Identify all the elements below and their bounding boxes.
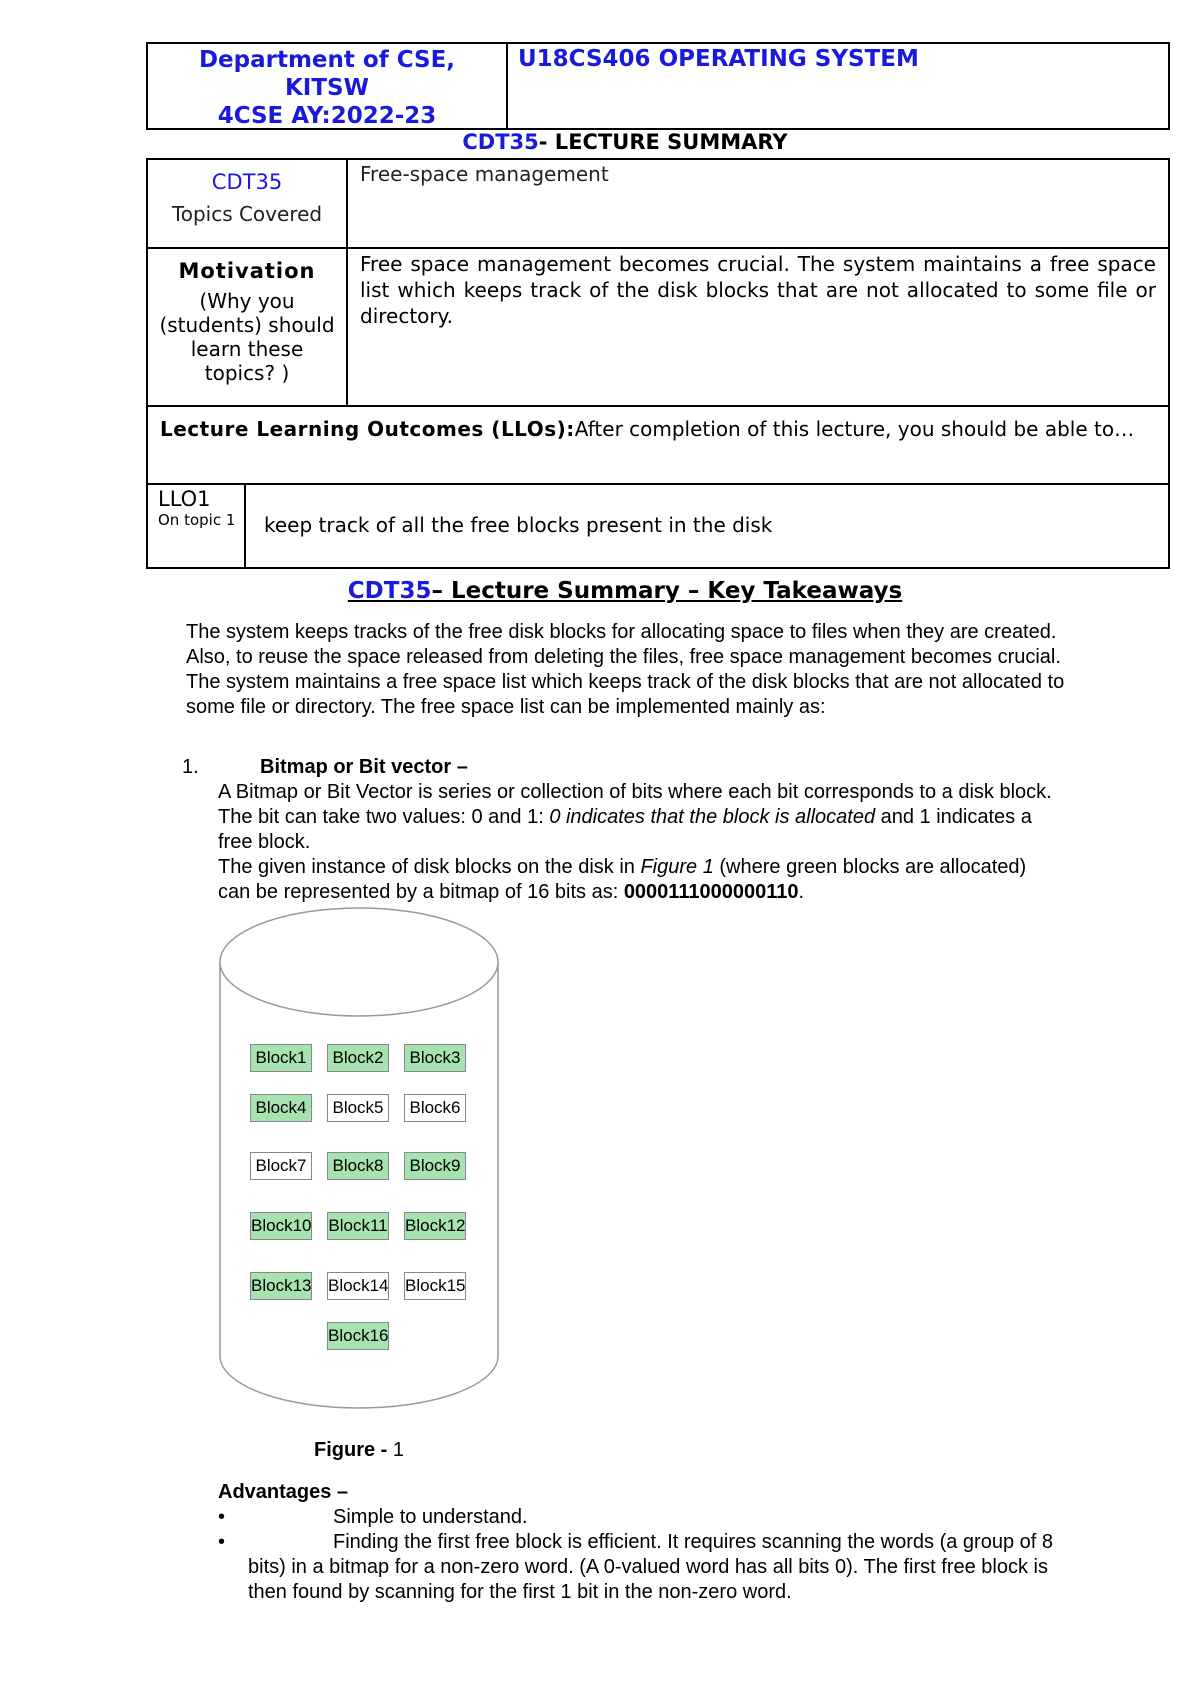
summary-text: - LECTURE SUMMARY xyxy=(538,130,788,154)
topics-label-cell xyxy=(148,160,348,247)
llo1-sub: On topic 1 xyxy=(158,511,236,529)
disk-block-1: Block1 xyxy=(250,1044,312,1072)
figure-reference: Figure 1 xyxy=(640,856,714,878)
motivation-sub: (Why you (students) should learn these topics? ) xyxy=(159,289,335,385)
disk-block-7: Block7 xyxy=(250,1152,312,1180)
bitmap-description xyxy=(218,780,1058,905)
bitmap-desc-part1: A Bitmap or Bit Vector is series or collection of bits where each bit corresponds to a disk block. The bit can take two values: 0 and 1: xyxy=(218,781,1052,828)
key-takeaways-title xyxy=(0,578,1200,604)
summary-code: CDT35 xyxy=(462,130,539,154)
department-name: Department of CSE, xyxy=(198,47,456,73)
llo1-value: keep track of all the free blocks present in the disk xyxy=(264,513,773,537)
disk-block-9: Block9 xyxy=(404,1152,466,1180)
bitmap-desc-italic: 0 indicates that the block is allocated xyxy=(549,806,876,828)
advantage-item xyxy=(218,1505,1078,1530)
disk-block-11: Block11 xyxy=(327,1212,389,1240)
advantage-item xyxy=(218,1530,1078,1605)
advantages-heading: Advantages – xyxy=(218,1481,349,1503)
disk-block-14: Block14 xyxy=(327,1272,389,1300)
llo-header-text: After completion of this lecture, you should be able to… xyxy=(574,417,1135,441)
bitmap-value: 0000111000000110 xyxy=(623,881,799,903)
disk-block-16: Block16 xyxy=(327,1322,389,1350)
bitmap-example-end: . xyxy=(798,881,805,903)
llo-header-row xyxy=(148,407,1168,485)
disk-block-13: Block13 xyxy=(250,1272,312,1300)
list-number: 1. xyxy=(182,756,199,778)
llo1-label-cell xyxy=(148,485,246,567)
department-cell xyxy=(148,44,508,128)
advantage-text: Simple to understand. xyxy=(333,1506,528,1528)
lecture-info-table xyxy=(146,158,1170,569)
disk-block-6: Block6 xyxy=(404,1094,466,1122)
topics-code: CDT35 xyxy=(211,170,283,194)
bitmap-desc-part3: and 1 indicates a free block. xyxy=(218,806,1032,853)
disk-block-10: Block10 xyxy=(250,1212,312,1240)
motivation-label-cell xyxy=(148,249,348,405)
figure-caption-number: 1 xyxy=(387,1439,405,1461)
topics-row xyxy=(148,160,1168,249)
topics-label: Topics Covered xyxy=(171,202,323,226)
takeaways-code: CDT35 xyxy=(347,578,432,604)
lecture-summary-title xyxy=(0,130,1200,154)
disk-block-2: Block2 xyxy=(327,1044,389,1072)
motivation-value: Free space management becomes crucial. The system maintains a free space list which keeps track of the disk blocks that are not allocated to some file or directory. xyxy=(360,252,1156,328)
advantages-list xyxy=(218,1505,1078,1605)
llo-header-label: Lecture Learning Outcomes (LLOs): xyxy=(160,417,575,441)
disk-block-12: Block12 xyxy=(404,1212,466,1240)
disk-block-15: Block15 xyxy=(404,1272,466,1300)
bullet-icon: • xyxy=(218,1506,226,1528)
course-title: U18CS406 OPERATING SYSTEM xyxy=(518,46,919,72)
bitmap-example-part2: (where green blocks are allocated) can be represented by a bitmap of 16 bits as: xyxy=(218,856,1027,903)
takeaways-text: – Lecture Summary – Key Takeaways xyxy=(431,578,903,604)
intro-paragraph: The system keeps tracks of the free disk blocks for allocating space to files when they are created. Also, to reuse the space released from deleting the files, free space management becomes crucial. The system maintains a free space list which keeps track of the disk blocks that are not allocated to some file or directory. The free space list can be implemented mainly as: xyxy=(186,621,1065,718)
motivation-row xyxy=(148,249,1168,407)
bitmap-heading: Bitmap or Bit vector – xyxy=(260,756,468,778)
disk-block-3: Block3 xyxy=(404,1044,466,1072)
figure-caption xyxy=(314,1438,404,1463)
topics-value: Free-space management xyxy=(360,162,609,186)
bitmap-example-part1: The given instance of disk blocks on the disk in xyxy=(218,856,641,878)
bullet-icon: • xyxy=(218,1531,226,1553)
llo1-row xyxy=(148,485,1168,567)
motivation-label: Motivation xyxy=(178,259,316,283)
disk-block-4: Block4 xyxy=(250,1094,312,1122)
disk-figure xyxy=(218,904,500,1410)
header-table xyxy=(146,42,1170,130)
disk-block-8: Block8 xyxy=(327,1152,389,1180)
advantage-text: Finding the first free block is efficient. It requires scanning the words (a group of 8 bits) in a bitmap for a non-zero word. (A 0-valued word has all bits 0). The first free block is then found by scanning for the first 1 bit in the non-zero word. xyxy=(248,1531,1053,1603)
figure-caption-label: Figure - xyxy=(314,1439,388,1461)
llo1-label: LLO1 xyxy=(158,487,211,511)
disk-block-5: Block5 xyxy=(327,1094,389,1122)
academic-year: 4CSE AY:2022-23 xyxy=(217,103,437,129)
institute-name: KITSW xyxy=(284,75,369,101)
